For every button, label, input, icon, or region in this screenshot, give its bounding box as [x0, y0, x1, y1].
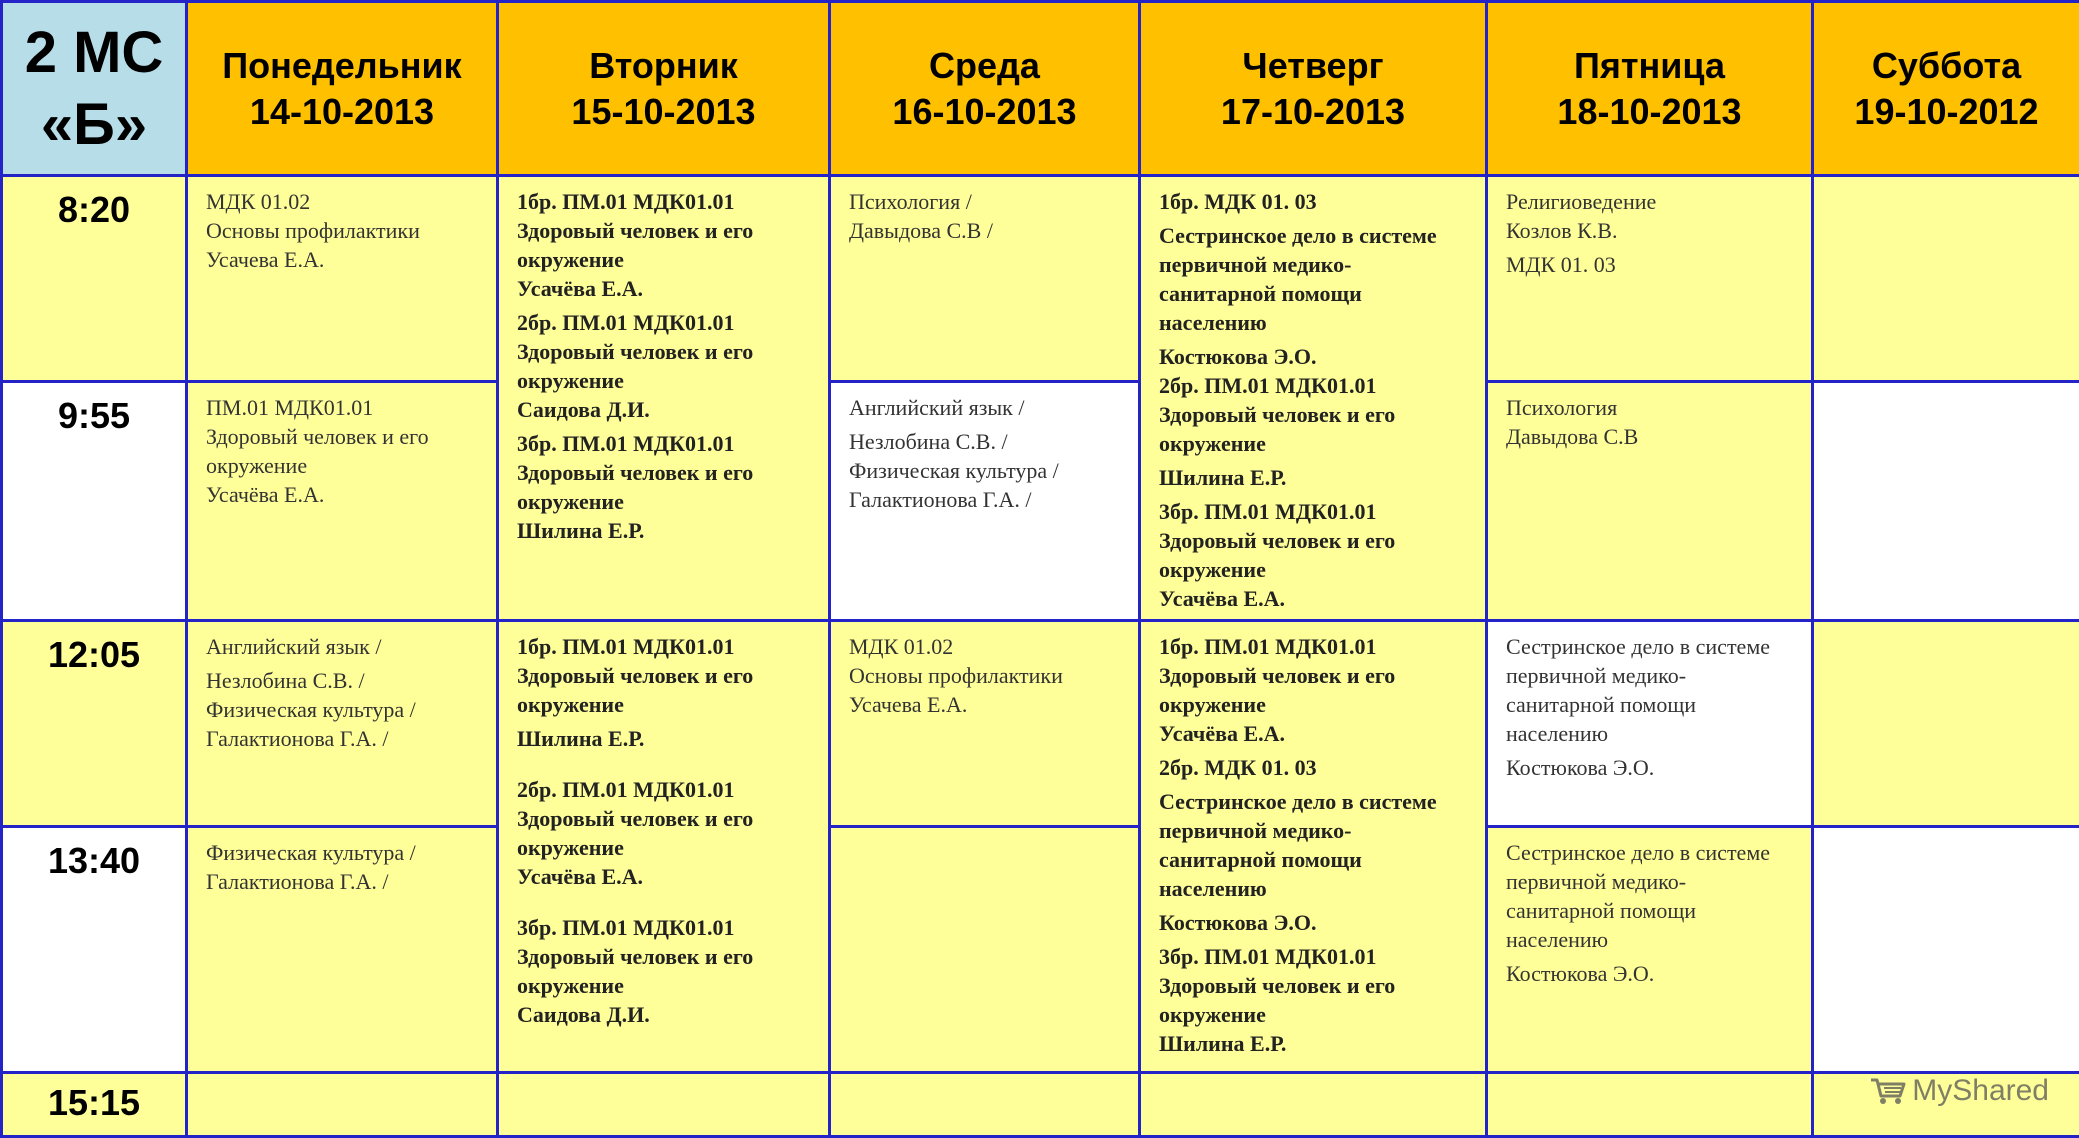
- lesson-cell-tue-3-4: [498, 621, 830, 1073]
- time-cell: [2, 1073, 187, 1137]
- lesson-text-line: Саидова Д.И.: [517, 1000, 816, 1029]
- day-header-friday: [1487, 2, 1813, 176]
- lesson-cell-wed-1: [830, 176, 1140, 382]
- lesson-text-line: Сестринское дело в системе: [1506, 838, 1799, 867]
- day-name: Четверг: [1141, 43, 1485, 89]
- lesson-cell-tue-1-2: [498, 176, 830, 621]
- lesson-cell-thu-1-2: [1140, 176, 1487, 621]
- lesson-text-line: Религиоведение: [1506, 187, 1799, 216]
- lesson-text-line: окружение: [1159, 555, 1473, 584]
- lesson-text-line: окружение: [517, 487, 816, 516]
- lesson-text-line: МДК 01.02: [206, 187, 484, 216]
- lesson-text-line: населению: [1159, 874, 1473, 903]
- lesson-text-line: Незлобина С.В. /: [206, 666, 484, 695]
- lesson-text-line: МДК 01.02: [849, 632, 1126, 661]
- lesson-text-line: Психология /: [849, 187, 1126, 216]
- day-date: 14-10-2013: [188, 89, 496, 135]
- day-name: Суббота: [1814, 43, 2079, 89]
- lesson-text-line: Основы профилактики: [849, 661, 1126, 690]
- lesson-text-line: санитарной помощи: [1506, 690, 1799, 719]
- empty-cell: [1487, 1073, 1813, 1137]
- lesson-cell-fri-4: [1487, 827, 1813, 1073]
- lesson-text-line: 1бр. ПМ.01 МДК01.01: [517, 187, 816, 216]
- day-date: 16-10-2013: [831, 89, 1138, 135]
- lesson-text-line: Давыдова С.В /: [849, 216, 1126, 245]
- day-header-monday: [187, 2, 498, 176]
- lesson-text-line: 3бр. ПМ.01 МДК01.01: [517, 913, 816, 942]
- lesson-text-line: ПМ.01 МДК01.01: [206, 393, 484, 422]
- empty-cell: [1813, 621, 2079, 827]
- lesson-text-line: Костюкова Э.О.: [1506, 753, 1799, 782]
- lesson-cell-fri-3: [1487, 621, 1813, 827]
- empty-cell: [187, 1073, 498, 1137]
- day-name: Среда: [831, 43, 1138, 89]
- lesson-text-line: первичной медико-: [1506, 867, 1799, 896]
- lesson-cell-mon-4: [187, 827, 498, 1073]
- lesson-text-line: Здоровый человек и его: [517, 458, 816, 487]
- lesson-cell-wed-3: [830, 621, 1140, 827]
- lesson-text-line: Усачёва Е.А.: [1159, 584, 1473, 613]
- lesson-text-line: санитарной помощи: [1159, 845, 1473, 874]
- lesson-text-line: населению: [1159, 308, 1473, 337]
- lesson-text-line: Козлов К.В.: [1506, 216, 1799, 245]
- lesson-text-line: Здоровый человек и его: [1159, 661, 1473, 690]
- lesson-text-line: Усачева Е.А.: [206, 245, 484, 274]
- lesson-text-line: окружение: [1159, 690, 1473, 719]
- lesson-text-line: окружение: [517, 833, 816, 862]
- lesson-text-line: Усачёва Е.А.: [1159, 719, 1473, 748]
- lesson-text-line: Здоровый человек и его: [206, 422, 484, 451]
- day-header-saturday: [1813, 2, 2079, 176]
- lesson-text-line: Здоровый человек и его: [517, 804, 816, 833]
- watermark: [1870, 1074, 2049, 1108]
- lesson-text-line: Давыдова С.В: [1506, 422, 1799, 451]
- lesson-text-line: 1бр. МДК 01. 03: [1159, 187, 1473, 216]
- cart-icon: [1870, 1077, 1906, 1105]
- lesson-text-line: Здоровый человек и его: [1159, 400, 1473, 429]
- empty-cell: [1813, 827, 2079, 1073]
- lesson-text-line: 3бр. ПМ.01 МДК01.01: [1159, 942, 1473, 971]
- empty-cell: [498, 1073, 830, 1137]
- lesson-text-line: окружение: [517, 366, 816, 395]
- lesson-text-line: Усачёва Е.А.: [206, 480, 484, 509]
- time-label: 12:05: [3, 622, 185, 676]
- lesson-text-line: Сестринское дело в системе: [1159, 221, 1473, 250]
- lesson-text-line: Незлобина С.В. /: [849, 427, 1126, 456]
- lesson-text-line: Здоровый человек и его: [517, 337, 816, 366]
- lesson-text-line: Английский язык /: [206, 632, 484, 661]
- lesson-text-line: Физическая культура /: [206, 695, 484, 724]
- lesson-text-line: Галактионова Г.А. /: [849, 485, 1126, 514]
- lesson-text-line: Шилина Е.Р.: [517, 516, 816, 545]
- time-cell: [2, 621, 187, 827]
- group-name-line2: «Б»: [3, 89, 185, 161]
- empty-cell: [1813, 176, 2079, 382]
- time-label: 9:55: [3, 383, 185, 437]
- lesson-text-line: санитарной помощи: [1506, 896, 1799, 925]
- lesson-text-line: окружение: [517, 971, 816, 1000]
- lesson-text-line: Здоровый человек и его: [517, 661, 816, 690]
- lesson-text-line: Саидова Д.И.: [517, 395, 816, 424]
- day-name: Понедельник: [188, 43, 496, 89]
- lesson-text-line: Усачева Е.А.: [849, 690, 1126, 719]
- lesson-text-line: Основы профилактики: [206, 216, 484, 245]
- lesson-cell-wed-2: [830, 382, 1140, 621]
- lesson-text-line: окружение: [517, 245, 816, 274]
- lesson-text-line: Английский язык /: [849, 393, 1126, 422]
- lesson-text-line: Психология: [1506, 393, 1799, 422]
- time-cell: [2, 176, 187, 382]
- time-label: 8:20: [3, 177, 185, 231]
- lesson-text-line: МДК 01. 03: [1506, 250, 1799, 279]
- empty-cell: [830, 1073, 1140, 1137]
- lesson-cell-fri-1: [1487, 176, 1813, 382]
- lesson-text-line: первичной медико-: [1159, 250, 1473, 279]
- day-header-wednesday: [830, 2, 1140, 176]
- lesson-text-line: Сестринское дело в системе: [1506, 632, 1799, 661]
- lesson-text-line: Шилина Е.Р.: [1159, 463, 1473, 492]
- lesson-text-line: Сестринское дело в системе: [1159, 787, 1473, 816]
- lesson-text-line: 3бр. ПМ.01 МДК01.01: [1159, 497, 1473, 526]
- time-cell: [2, 382, 187, 621]
- lesson-text-line: окружение: [1159, 429, 1473, 458]
- empty-cell: [1140, 1073, 1487, 1137]
- lesson-text-line: окружение: [1159, 1000, 1473, 1029]
- lesson-text-line: Здоровый человек и его: [517, 942, 816, 971]
- empty-cell: [830, 827, 1140, 1073]
- time-cell: [2, 827, 187, 1073]
- lesson-text-line: населению: [1506, 719, 1799, 748]
- lesson-cell-fri-2: [1487, 382, 1813, 621]
- lesson-text-line: 1бр. ПМ.01 МДК01.01: [517, 632, 816, 661]
- day-date: 19-10-2012: [1814, 89, 2079, 135]
- lesson-text-line: Здоровый человек и его: [1159, 971, 1473, 1000]
- empty-cell: [1813, 382, 2079, 621]
- time-label: 13:40: [3, 828, 185, 882]
- day-header-tuesday: [498, 2, 830, 176]
- lesson-text-line: 2бр. ПМ.01 МДК01.01: [517, 308, 816, 337]
- day-name: Вторник: [499, 43, 828, 89]
- lesson-text-line: 2бр. МДК 01. 03: [1159, 753, 1473, 782]
- lesson-text-line: Костюкова Э.О.: [1506, 959, 1799, 988]
- lesson-text-line: Шилина Е.Р.: [1159, 1029, 1473, 1058]
- day-header-thursday: [1140, 2, 1487, 176]
- lesson-text-line: Шилина Е.Р.: [517, 724, 816, 753]
- lesson-text-line: 2бр. ПМ.01 МДК01.01: [517, 775, 816, 804]
- lesson-text-line: 1бр. ПМ.01 МДК01.01: [1159, 632, 1473, 661]
- lesson-text-line: первичной медико-: [1506, 661, 1799, 690]
- lesson-text-line: Здоровый человек и его: [517, 216, 816, 245]
- lesson-text-line: окружение: [517, 690, 816, 719]
- lesson-text-line: Галактионова Г.А. /: [206, 724, 484, 753]
- day-name: Пятница: [1488, 43, 1811, 89]
- group-name-line1: 2 МС: [3, 17, 185, 89]
- watermark-text: MyShared: [1912, 1074, 2049, 1108]
- lesson-text-line: санитарной помощи: [1159, 279, 1473, 308]
- day-date: 18-10-2013: [1488, 89, 1811, 135]
- lesson-text-line: Галактионова Г.А. /: [206, 867, 484, 896]
- lesson-text-line: населению: [1506, 925, 1799, 954]
- day-date: 15-10-2013: [499, 89, 828, 135]
- lesson-cell-mon-1: [187, 176, 498, 382]
- lesson-text-line: окружение: [206, 451, 484, 480]
- lesson-text-line: Усачёва Е.А.: [517, 274, 816, 303]
- lesson-text-line: Физическая культура /: [849, 456, 1126, 485]
- time-label: 15:15: [3, 1074, 185, 1124]
- lesson-text-line: Костюкова Э.О.: [1159, 908, 1473, 937]
- lesson-text-line: Костюкова Э.О.: [1159, 342, 1473, 371]
- lesson-text-line: 2бр. ПМ.01 МДК01.01: [1159, 371, 1473, 400]
- lesson-text-line: Усачёва Е.А.: [517, 862, 816, 891]
- lesson-text-line: первичной медико-: [1159, 816, 1473, 845]
- group-header-cell: [2, 2, 187, 176]
- lesson-cell-mon-2: [187, 382, 498, 621]
- lesson-text-line: 3бр. ПМ.01 МДК01.01: [517, 429, 816, 458]
- lesson-text-line: Физическая культура /: [206, 838, 484, 867]
- lesson-cell-thu-3-4: [1140, 621, 1487, 1073]
- lesson-cell-mon-3: [187, 621, 498, 827]
- lesson-text-line: Здоровый человек и его: [1159, 526, 1473, 555]
- day-date: 17-10-2013: [1141, 89, 1485, 135]
